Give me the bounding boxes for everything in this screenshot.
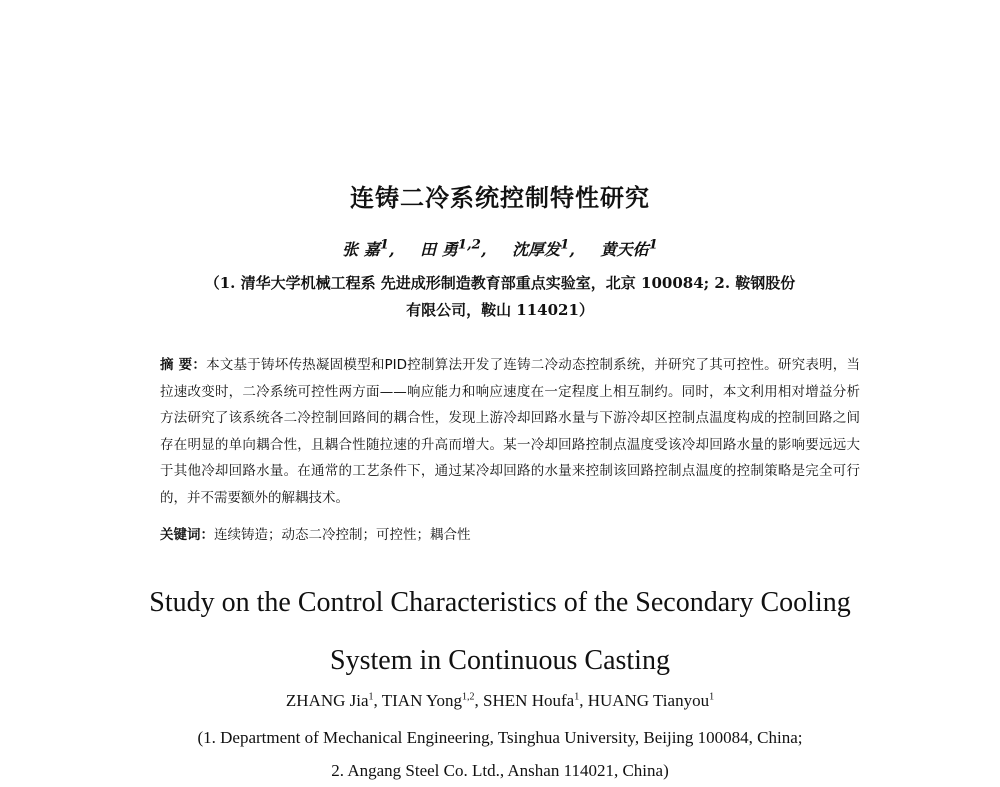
keywords-label: 关键词： bbox=[160, 527, 214, 543]
english-affiliation-line: (1. Department of Mechanical Engineering, Tsinghua University, Beijing 100084, China; bbox=[197, 728, 803, 747]
english-author: SHEN Houfa$^1$, bbox=[483, 691, 588, 710]
english-title-line: System in Continuous Casting bbox=[330, 645, 670, 676]
chinese-title: 连铸二冷系统控制特性研究 bbox=[350, 184, 650, 212]
chinese-author: 田 勇$^{1,2}$, bbox=[420, 237, 487, 260]
abstract-label: 摘 要： bbox=[160, 357, 207, 373]
english-author: ZHANG Jia$^1$, bbox=[285, 691, 382, 710]
abstract-text: 本文基于铸坏传热凝固模型和PID控制算法开发了连铸二冷动态控制系统，并研究了其可控性。研究表明，当拉速改变时，二冷系统可控性两方面——响应能力和响应速度在一定程度上相互制约。同时，本文利用相对增益分析方法研究了该系统各二冷控制回路间的耦合性，发现上游冷却回路水量与下游冷却区控制点温度构成的控制回路之间存在明显的单向耦合性，且耦合性随拉速的升高而增大。某一冷却回路控制点温度受该冷却回路水量的影响要远远大于其他冷却回路水量。在通常的工艺条件下，通过某冷却回路的水量来控制该回路控制点温度的控制策略是完全可行的，并不需要额外的解耦技术。 bbox=[160, 357, 860, 506]
english-title-line: Study on the Control Characteristics of the Secondary Cooling bbox=[149, 587, 851, 618]
english-author: TIAN Yong$^{1,2}$, bbox=[381, 691, 484, 710]
chinese-keywords bbox=[160, 524, 860, 546]
english-affiliation-line: 2. Angang Steel Co. Ltd., Anshan 114021, China) bbox=[331, 761, 669, 780]
chinese-author: 沈厚发$^1$, bbox=[512, 237, 575, 260]
english-author: HUANG Tianyou$^1$ bbox=[587, 691, 715, 710]
english-authors bbox=[0, 691, 1000, 711]
chinese-abstract bbox=[160, 352, 860, 511]
chinese-author: 黄天佑$^1$ bbox=[600, 237, 658, 260]
chinese-author: 张 嘉$^1$, bbox=[342, 237, 395, 260]
english-affiliation bbox=[0, 721, 1000, 787]
english-title bbox=[0, 574, 1000, 690]
keywords-text: 连续铸造；动态二冷控制；可控性；耦合性 bbox=[214, 527, 471, 543]
chinese-affiliation-line: （1. 清华大学机械工程系 先进成形制造教育部重点实验室，北京 100084; 2. 鞍钢股份 bbox=[204, 274, 796, 292]
chinese-affiliation-line: 有限公司，鞍山 114021） bbox=[406, 301, 594, 319]
chinese-affiliation bbox=[150, 270, 850, 324]
chinese-authors bbox=[0, 237, 1000, 260]
